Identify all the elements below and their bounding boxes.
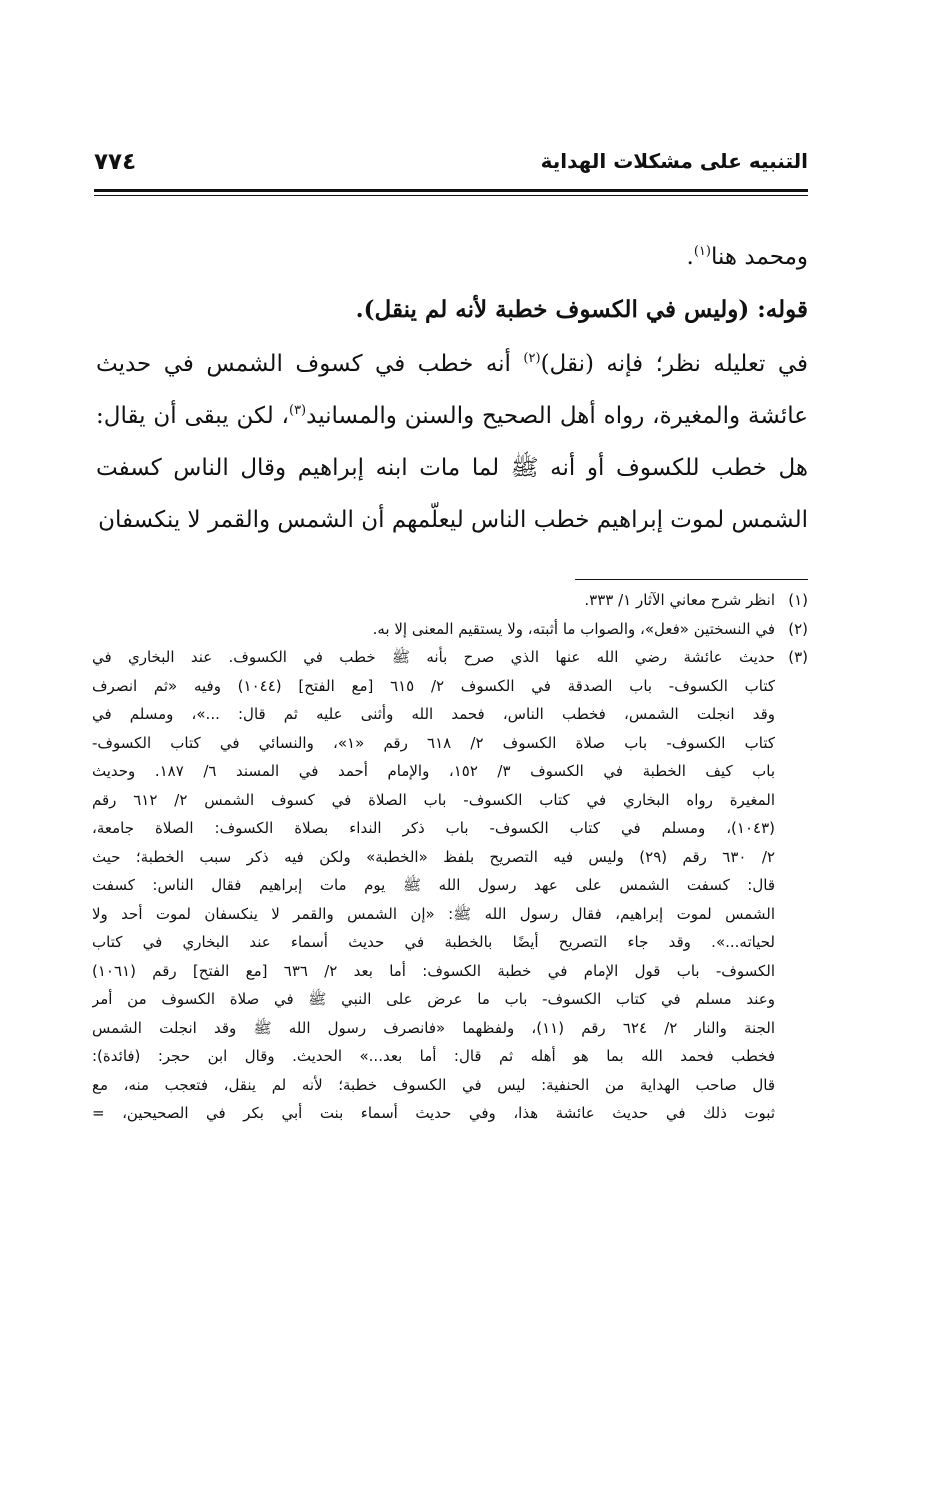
footnote-separator: [575, 579, 808, 580]
footnote-line: وعند مسلم في كتاب الكسوف- باب ما عرض على النبي ﷺ في صلاة الكسوف من أمر: [92, 990, 775, 1008]
footnote-line: الجنة والنار ٢/ ٦٢٤ رقم (١١)، ولفظهما «فانصرف رسول الله ﷺ وقد انجلت الشمس: [92, 1018, 775, 1037]
page-number: ٧٧٤: [94, 149, 137, 175]
footnote-line: قال صاحب الهداية من الحنفية: ليس في الكسوف خطبة؛ لأنه لم ينقل، فتعجب منه، مع: [92, 1075, 775, 1094]
footnote-line: باب كيف الخطبة في الكسوف ٣/ ١٥٢، والإمام أحمد في المسند ٦/ ١٨٧. وحديث: [92, 762, 775, 780]
footnote-line: كتاب الكسوف- باب صلاة الكسوف ٢/ ٦١٨ رقم «١»، والنسائي في كتاب الكسوف-: [92, 733, 775, 752]
footnote-number: (٢): [788, 619, 808, 638]
running-title: التنبيه على مشكلات الهداية: [540, 149, 808, 173]
commentary-paragraph: في تعليله نظر؛ فإنه (نقل)$^{(٢)}$ أنه خطب في كسوف الشمس في حديث عائشة والمغيرة، رواه أهل الصحيح والسنن والمسانيد$^{(٣)}$، لكن يبقى أن يقال: هل خطب للكسوف أو أنه ﷺ لما مات ابنه إبراهيم وقال الناس كسفت الشمس لموت إبراهيم خطب الناس ليعلّمهم أن الشمس والقمر لا ينكسفان: [96, 351, 809, 533]
footnote-line: حديث عائشة رضي الله عنها الذي صرح بأنه ﷺ خطب في الكسوف. عند البخاري في: [92, 648, 775, 666]
footnote-line: في النسختين «فعل»، والصواب ما أثبته، ولا يستقيم المعنى إلا به.: [372, 619, 775, 638]
footnote-line: انظر شرح معاني الآثار ١/ ٣٣٣.: [584, 591, 775, 609]
footnote-line: كتاب الكسوف- باب الصدقة في الكسوف ٢/ ٦١٥ [مع الفتح] (١٠٤٤) وفيه «ثم انصرف: [92, 676, 775, 695]
footnote-line: الكسوف- باب قول الإمام في خطبة الكسوف: أما بعد ٢/ ٦٣٦ [مع الفتح] رقم (١٠٦١): [92, 961, 775, 980]
footnote-2: [92, 615, 808, 644]
footnote-ref-2: (٢): [523, 351, 541, 366]
footnotes: [92, 586, 808, 1128]
footnote-line: المغيرة رواه البخاري في كتاب الكسوف- باب الصلاة في كسوف الشمس ٢/ ٦١٢ رقم: [92, 790, 775, 809]
footnote-3: [92, 643, 808, 1128]
footnote-ref-3: (٣): [288, 403, 307, 418]
footnote-1: [92, 586, 808, 615]
footnote-line: الشمس لموت إبراهيم، فقال رسول الله ﷺ: «إن الشمس والقمر لا ينكسفان لموت أحد ولا: [92, 904, 775, 923]
quoted-statement: قوله: (وليس في الكسوف خطبة لأنه لم ينقل).: [355, 296, 808, 323]
footnote-line: وقد انجلت الشمس، فخطب الناس، فحمد الله وأثنى عليه ثم قال: ...»، ومسلم في: [92, 705, 775, 723]
header-rule-thick: [94, 189, 808, 192]
footnote-line: ٢/ ٦٣٠ رقم (٢٩) وليس فيه التصريح بلفظ «الخطبة» ولكن فيه ذكر سبب الخطبة؛ حيث: [92, 847, 775, 866]
footnote-line: (١٠٤٣)، ومسلم في كتاب الكسوف- باب ذكر النداء بصلاة الكسوف: الصلاة جامعة،: [92, 819, 775, 837]
footnote-number: (١): [788, 591, 808, 609]
footnote-line: ثبوت ذلك في حديث عائشة هذا، وفي حديث أسماء بنت أبي بكر في الصحيحين، =: [92, 1104, 775, 1122]
page-header: [94, 143, 808, 183]
footnote-line: فخطب فحمد الله بما هو أهله ثم قال: أما بعد...» الحديث. وقال ابن حجر: (فائدة):: [92, 1047, 775, 1065]
footnote-number: (٣): [788, 648, 808, 666]
footnote-ref-1: (١): [693, 244, 711, 259]
continuation-line: ومحمد هنا$^{(١)}$.: [686, 244, 808, 270]
header-rule-thin: [94, 195, 808, 196]
footnote-line: لحياته...». وقد جاء التصريح أيضًا بالخطبة في حديث أسماء عند البخاري في كتاب: [92, 933, 775, 951]
footnote-line: قال: كسفت الشمس على عهد رسول الله ﷺ يوم مات إبراهيم فقال الناس: كسفت: [92, 876, 775, 894]
main-text: [96, 236, 808, 546]
